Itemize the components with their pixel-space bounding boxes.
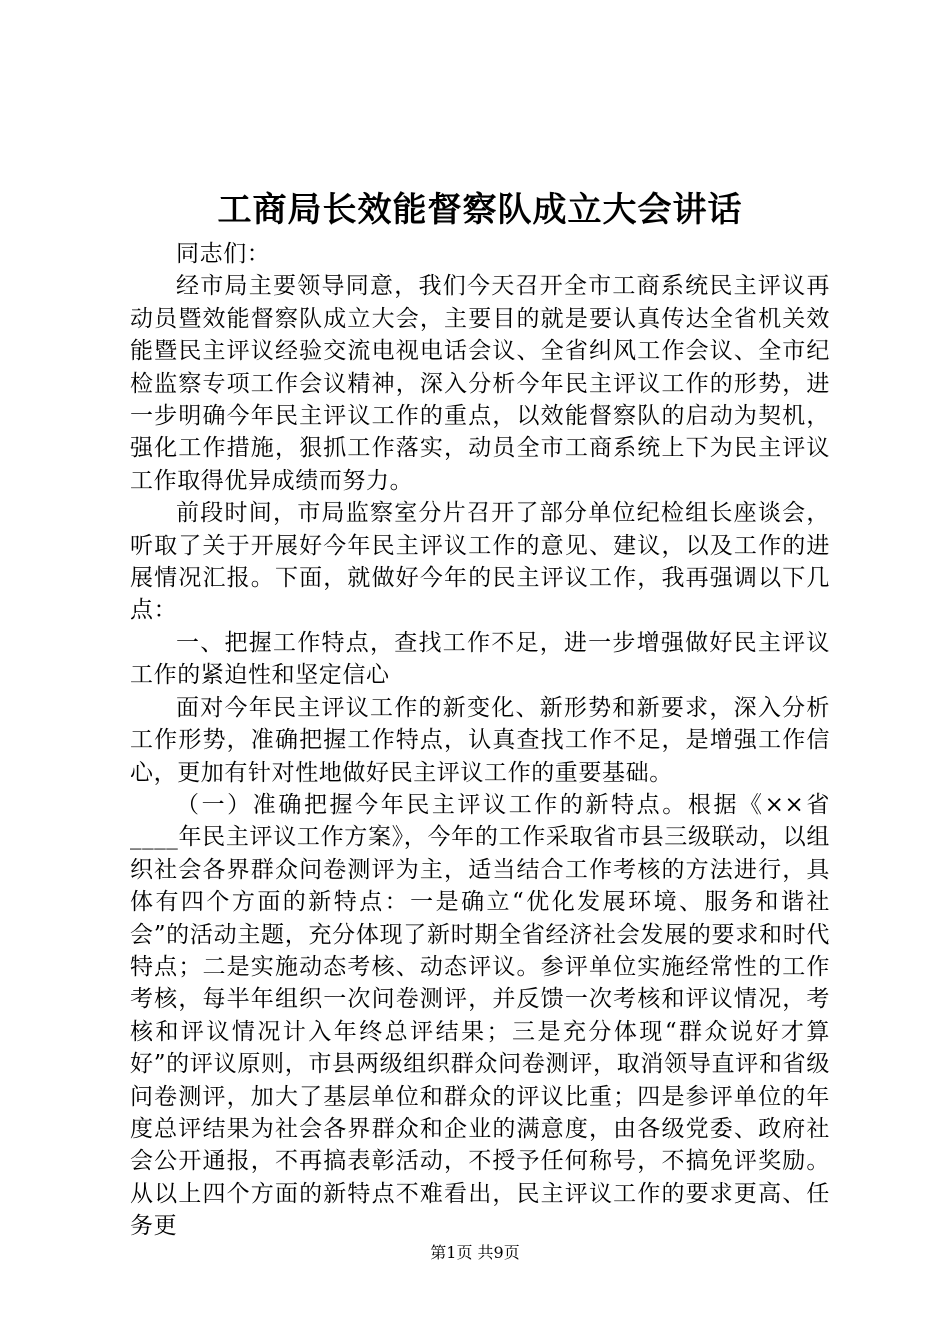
document-page bbox=[130, 182, 830, 1243]
salutation: 同志们： bbox=[176, 241, 271, 267]
document-title: 工商局长效能督察队成立大会讲话 bbox=[217, 190, 743, 230]
paragraph: 前段时间，市局监察室分片召开了部分单位纪检组长座谈会，听取了关于开展好今年民主评议工作的意见、建议，以及工作的进展情况汇报。下面，就做好今年的民主评议工作，我再强调以下几点： bbox=[130, 500, 830, 624]
paragraph: 面对今年民主评议工作的新变化、新形势和新要求，深入分析工作形势，准确把握工作特点，认真查找工作不足，是增强工作信心，更加有针对性地做好民主评议工作的重要基础。 bbox=[130, 694, 830, 786]
section-heading: 一、把握工作特点，查找工作不足，进一步增强做好民主评议工作的紧迫性和坚定信心 bbox=[130, 629, 830, 689]
document-body bbox=[130, 238, 830, 1243]
paragraph: （一）准确把握今年民主评议工作的新特点。根据《××省____年民主评议工作方案》，今年的工作采取省市县三级联动，以组织社会各界群众问卷测评为主，适当结合工作考核的方法进行，具体有四个方面的新特点：一是确立“优化发展环境、服务和谐社会”的活动主题，充分体现了新时期全省经济社会发展的要求和时代特点；二是实施动态考核、动态评议。参评单位实施经常性的工作考核，每半年组织一次问卷测评，并反馈一次考核和评议情况，考核和评议情况计入年终总评结果；三是充分体现“群众说好才算好”的评议原则，市县两级组织群众问卷测评，取消领导直评和省级问卷测评，加大了基层单位和群众的评议比重；四是参评单位的年度总评结果为社会各界群众和企业的满意度，由各级党委、政府社会公开通报，不再搞表彰活动，不授予任何称号，不搞免评奖励。从以上四个方面的新特点不难看出，民主评议工作的要求更高、任务更 bbox=[130, 791, 830, 1240]
page-footer bbox=[0, 1242, 950, 1264]
page-number: 第1页 共9页 bbox=[430, 1243, 520, 1262]
paragraph: 经市局主要领导同意，我们今天召开全市工商系统民主评议再动员暨效能督察队成立大会，主要目的就是要认真传达全省机关效能暨民主评议经验交流电视电话会议、全省纠风工作会议、全市纪检监察专项工作会议精神，深入分析今年民主评议工作的形势，进一步明确今年民主评议工作的重点，以效能督察队的启动为契机，强化工作措施，狠抓工作落实，动员全市工商系统上下为民主评议工作取得优异成绩而努力。 bbox=[130, 273, 830, 494]
